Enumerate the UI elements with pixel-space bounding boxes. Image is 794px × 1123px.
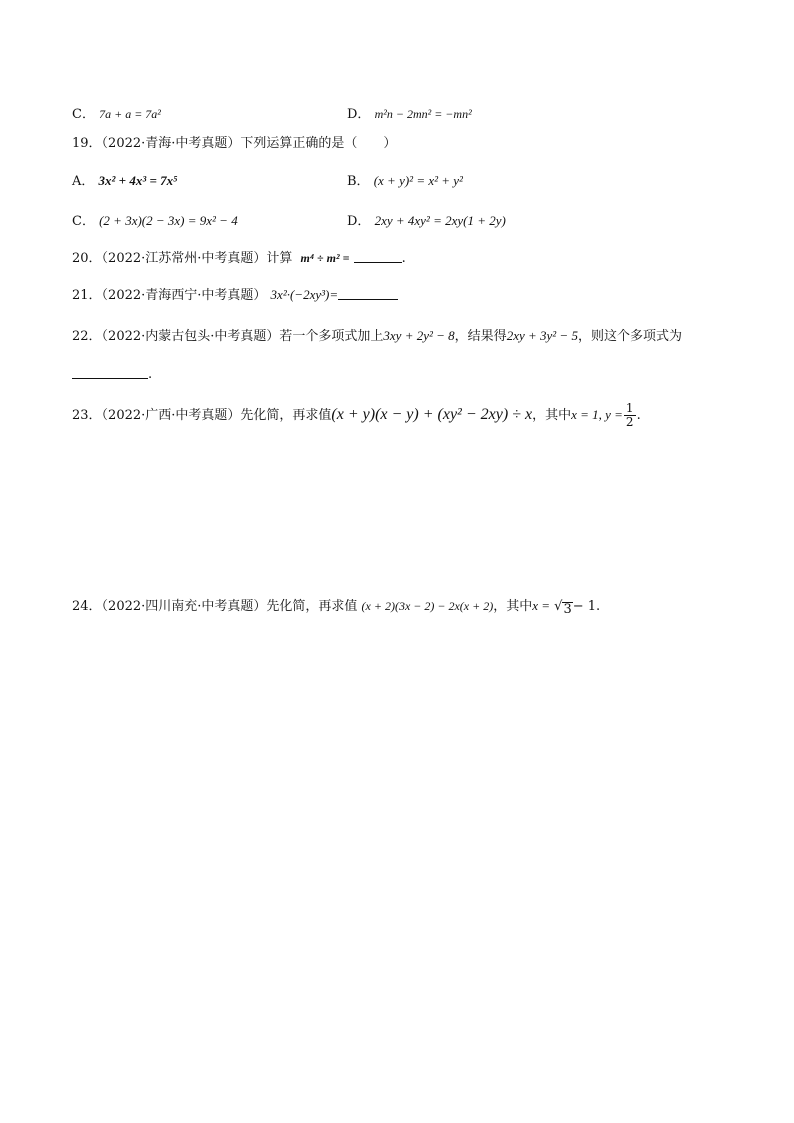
q18-option-d: [347, 104, 472, 125]
question-22: [72, 326, 682, 347]
question-text: 22．（2022·内蒙古包头·中考真题）若一个多项式加上: [72, 329, 384, 344]
period: .: [148, 367, 153, 382]
q19-option-a: [72, 171, 178, 192]
option-expression: m²n − 2mn² = −mn²: [374, 107, 472, 121]
option-label: C．: [72, 107, 95, 122]
q18-option-c: [72, 104, 161, 125]
question-text: 23．（2022·广西·中考真题）先化简，再求值: [72, 408, 332, 423]
radicand: 3: [563, 602, 572, 617]
question-text: ，结果得: [454, 329, 507, 344]
option-expression: (x + y)² = x² + y²: [373, 173, 463, 188]
question-expression: (x + y)(x − y) + (xy² − 2xy) ÷ x: [331, 406, 533, 423]
answer-blank[interactable]: [338, 287, 398, 300]
option-label: B．: [347, 174, 370, 189]
question-text: 24．（2022·四川南充·中考真题）先化简，再求值: [72, 599, 358, 614]
question-24: [72, 596, 600, 617]
option-expression: (2 + 3x)(2 − 3x) = 9x² − 4: [99, 213, 238, 228]
option-label: D．: [347, 107, 371, 122]
answer-blank[interactable]: [354, 250, 402, 263]
question-23: [72, 402, 641, 429]
option-label: D．: [347, 214, 371, 229]
q19-option-b: [347, 171, 463, 192]
period: .: [401, 251, 406, 266]
q19-option-d: [347, 211, 506, 232]
question-text: ，其中: [532, 408, 572, 423]
fraction-one-half: [624, 402, 636, 429]
option-label: C．: [72, 214, 95, 229]
condition: x =: [532, 598, 551, 613]
question-text: 21．（2022·青海西宁·中考真题）: [72, 288, 267, 303]
answer-blank[interactable]: [72, 366, 148, 379]
period: .: [636, 408, 641, 423]
option-label: A．: [72, 174, 95, 189]
question-text: ，其中: [493, 599, 533, 614]
fraction-denominator: 2: [625, 415, 634, 429]
question-expression: m⁴ ÷ m² =: [300, 251, 350, 265]
question-expression: 3xy + 2y² − 8: [383, 328, 455, 343]
option-expression: 3x² + 4x³ = 7x⁵: [98, 173, 178, 188]
q19-option-c: [72, 211, 238, 232]
condition: x = 1, y =: [571, 407, 623, 422]
option-expression: 7a + a = 7a²: [99, 107, 161, 121]
question-text: ，则这个多项式为: [577, 329, 682, 344]
question-22-answer-line: [72, 365, 152, 385]
question-21: [72, 285, 398, 306]
option-expression: 2xy + 4xy² = 2xy(1 + 2y): [374, 213, 506, 228]
question-text: 20．（2022·江苏常州·中考真题）计算: [72, 251, 293, 266]
fraction-numerator: 1: [625, 401, 634, 415]
question-19-stem: 19．（2022·青海·中考真题）下列运算正确的是（ ）: [72, 136, 397, 151]
radical-sign: √: [554, 599, 563, 614]
question-expression: 2xy + 3y² − 5: [506, 328, 578, 343]
question-expression: (x + 2)(3x − 2) − 2x(x + 2): [361, 599, 494, 613]
question-expression: 3x²·(−2xy³)=: [270, 287, 339, 302]
period: .: [596, 599, 601, 614]
square-root: [554, 597, 573, 617]
question-20: [72, 248, 406, 269]
condition-tail: − 1: [572, 599, 597, 614]
